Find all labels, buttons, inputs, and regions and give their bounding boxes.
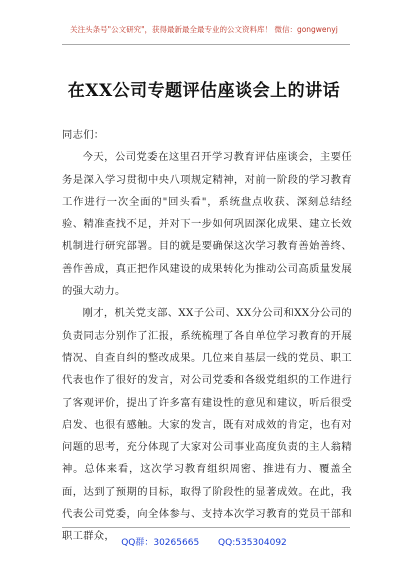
header-divider [62, 44, 350, 45]
paragraph: 今天，公司党委在这里召开学习教育评估座谈会，主要任务是深入学习贯彻中央八项规定精神，对前一阶段的学习教育工作进行一次全面的"回头看"，系统盘点收获、深刻总结经验、精准查找不足，并对下一步如何巩固深化成果、建立长效机制进行研究部署。目的就是要确保这次学习教育善始善终、善作善成，真正把作风建设的成果转化为推动公司高质量发展的强大动力。 [62, 151, 352, 298]
document-title: 在XX公司专题评估座谈会上的讲话 [67, 81, 341, 101]
footer-qq-contact: QQ:535304092 [218, 538, 287, 548]
footer-qq-group: QQ群：30265665 [121, 538, 200, 548]
footer [0, 535, 408, 548]
header-banner: 关注头条号"公文研究"，获得最新最全最专业的公文资料库！ 微信：gongwenyj [70, 25, 338, 34]
document-body [62, 124, 352, 548]
salutation: 同志们： [62, 129, 105, 141]
paragraph: 刚才，机关党支部、XX子公司、XX分公司和XX分公司的负责同志分别作了汇报，系统梳理了各自单位学习教育的开展情况、自查自纠的整改成果。几位来自基层一线的党员、职工代表也作了很好的发言，对公司党委和各级党组织的工作进行了客观评价，提出了许多富有建设性的意见和建议，听后很受启发、也很有感触。大家的发言，既有对成效的肯定，也有对问题的思考，充分体现了大家对公司事业高度负责的主人翁精神。总体来看，这次学习教育组织周密、推进有力、覆盖全面，达到了预期的目标，取得了阶段性的显著成效。在此，我代表公司党委，向全体参与、支持本次学习教育的党员干部和职工群众， [62, 307, 352, 543]
footer-divider [62, 527, 350, 528]
